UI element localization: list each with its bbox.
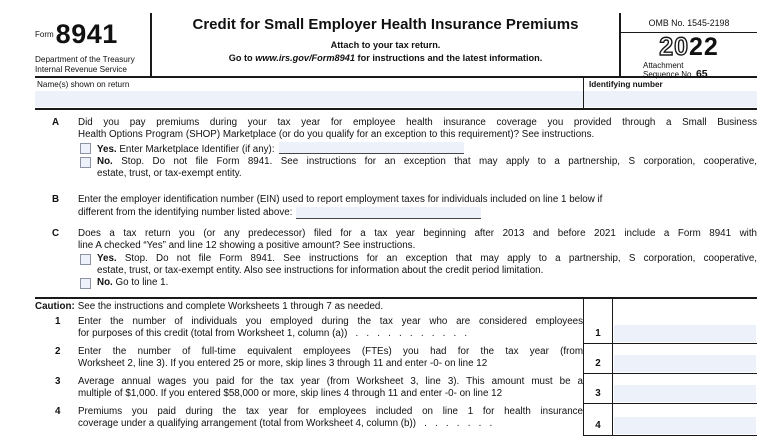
line-1-box-number: 1 xyxy=(583,314,612,344)
question-b-text xyxy=(78,194,757,219)
ein-label: different from the identifying number listed above: xyxy=(78,206,293,218)
agency-block xyxy=(35,55,150,74)
name-cell xyxy=(35,78,583,108)
question-c-no-row xyxy=(78,277,757,289)
attachment-sequence xyxy=(621,61,757,79)
question-a-yes-row xyxy=(78,142,757,156)
sequence-word: Sequence No. xyxy=(643,70,696,79)
line-3-text: Average annual wages you paid for the tax year (from Worksheet 3, line 3). This amount must be a multiple of $1,000. If you entered $58,000 or more, skip lines 4 through 11 and enter -0- on line 12 xyxy=(78,376,583,400)
form-header xyxy=(35,13,757,78)
identifying-number-input[interactable] xyxy=(584,91,757,107)
checkbox-a-no[interactable] xyxy=(80,157,91,168)
goto-suffix: for instructions and the latest information. xyxy=(354,53,543,63)
caution-row xyxy=(35,299,757,314)
line-1-text-cell xyxy=(35,314,583,344)
name-label: Name(s) shown on return xyxy=(37,80,130,89)
line-4-text: Premiums you paid during the tax year for employees included on line 1 for health insurance coverage under a qualifying arrangement (total from Worksheet 4, column (b)) . . . . . . . xyxy=(78,406,583,430)
tax-year-outline: 20 xyxy=(659,33,689,61)
agency-line-2: Internal Revenue Service xyxy=(35,64,127,74)
checkbox-c-no[interactable] xyxy=(80,278,91,289)
caution-text xyxy=(35,299,583,314)
name-identity-row xyxy=(35,78,757,110)
goto-prefix: Go to xyxy=(228,53,256,63)
line-4-text-cell xyxy=(35,404,583,436)
line-1-text: Enter the number of individuals you employed during the tax year who are considered employees for purposes of this credit (total from Worksheet 1, column (a)) . . . . . . . . . . . xyxy=(78,316,583,340)
line-2-text-cell xyxy=(35,344,583,374)
line-3-value-input[interactable] xyxy=(614,385,756,402)
line-2-row xyxy=(35,344,757,374)
checkbox-c-yes[interactable] xyxy=(80,254,91,265)
question-c-yes-row xyxy=(78,253,757,278)
ein-field[interactable] xyxy=(296,207,481,219)
question-c-no-text: No. Go to line 1. xyxy=(97,277,169,289)
tax-year-bold: 22 xyxy=(689,33,719,61)
line-2-value-input[interactable] xyxy=(614,355,756,372)
name-input[interactable] xyxy=(35,91,583,107)
identifying-number-label: Identifying number xyxy=(589,80,663,89)
agency-line-1: Department of the Treasury xyxy=(35,55,135,64)
line-3-row xyxy=(35,374,757,404)
question-b-line2 xyxy=(78,207,757,219)
line-3-text-cell xyxy=(35,374,583,404)
line-1-row xyxy=(35,314,757,344)
form-id-block xyxy=(35,13,152,76)
form-number-line xyxy=(35,19,150,49)
caution-value-cell xyxy=(612,299,757,314)
yes-label: Yes. xyxy=(97,143,117,155)
question-c-yes-text: Yes. Stop. Do not file Form 8941. See instructions for an exception that may apply to a partnership, S corporation, cooperative, estate, trust, or tax-exempt entity. Also see instructions for information about the credit period limitation. xyxy=(97,252,757,276)
question-c xyxy=(35,228,757,253)
lines-table xyxy=(35,297,757,436)
question-a xyxy=(35,117,757,142)
line-4-box-number: 4 xyxy=(583,404,612,436)
marketplace-identifier-label: Enter Marketplace Identifier (if any): xyxy=(119,143,275,155)
line-1-value-input[interactable] xyxy=(614,325,756,342)
goto-instruction xyxy=(152,53,619,63)
question-a-letter: A xyxy=(52,117,60,128)
line-4-value-cell xyxy=(612,404,757,436)
checkbox-a-yes[interactable] xyxy=(80,143,91,154)
question-b-letter: B xyxy=(52,194,60,206)
form-title: Credit for Small Employer Health Insurance Premiums xyxy=(192,16,579,33)
omb-year-block xyxy=(619,13,757,80)
question-c-text: Does a tax return you (or any predecessor) filed for a tax year beginning after 2013 and before 2021 include a Form 8941 with line A checked “Yes” and line 12 showing a positive amount? See instructions. xyxy=(78,228,757,252)
form-title-block xyxy=(152,13,619,76)
form-page xyxy=(35,0,757,436)
form-number: 8941 xyxy=(55,19,118,49)
line-3-box-number: 3 xyxy=(583,374,612,404)
line-3-number-label: 3 xyxy=(55,376,61,387)
questions-section xyxy=(35,110,757,297)
line-2-value-cell xyxy=(612,344,757,374)
caution-number-cell xyxy=(583,299,612,314)
line-2-box-number: 2 xyxy=(583,344,612,374)
question-a-yes-text xyxy=(97,142,757,156)
identifying-number-cell xyxy=(583,78,757,108)
question-b xyxy=(35,194,757,219)
line-4-row xyxy=(35,404,757,436)
line-1-value-cell xyxy=(612,314,757,344)
question-b-line1: Enter the employer identification number (EIN) used to report employment taxes for individuals included on line 1 below if xyxy=(78,194,603,206)
goto-url: www.irs.gov/Form8941 xyxy=(255,53,355,63)
caution-body: See the instructions and complete Worksheets 1 through 7 as needed. xyxy=(77,301,384,312)
line-4-value-input[interactable] xyxy=(614,417,756,434)
omb-number: OMB No. 1545-2198 xyxy=(621,13,757,33)
sequence-number: 65 xyxy=(695,68,708,80)
line-3-value-cell xyxy=(612,374,757,404)
attachment-word: Attachment xyxy=(643,61,684,70)
line-2-text: Enter the number of full-time equivalent employees (FTEs) you had for the tax year (from Worksheet 2, line 3). If you entered 25 or more, skip lines 3 through 11 and enter -0- on line 12 xyxy=(78,346,583,370)
caution-label: Caution: xyxy=(35,301,75,312)
line-4-number-label: 4 xyxy=(55,406,61,417)
line-1-number-label: 1 xyxy=(55,316,61,327)
line-2-number-label: 2 xyxy=(55,346,61,357)
question-a-no-text: No. Stop. Do not file Form 8941. See instructions for an exception that may apply to a partnership, S corporation, cooperative, estate, trust, or tax-exempt entity. xyxy=(97,155,757,180)
marketplace-identifier-field[interactable] xyxy=(279,142,464,154)
attach-instruction: Attach to your tax return. xyxy=(330,40,441,50)
question-a-no-row xyxy=(78,156,757,181)
form-word: Form xyxy=(35,30,54,39)
tax-year xyxy=(621,35,757,60)
question-a-text: Did you pay premiums during your tax year for employee health insurance coverage you provided through a Small Business Health Options Program (SHOP) Marketplace (or do you qualify for an exception to this requirement)? See instructions. xyxy=(78,117,757,141)
question-c-letter: C xyxy=(52,228,60,240)
